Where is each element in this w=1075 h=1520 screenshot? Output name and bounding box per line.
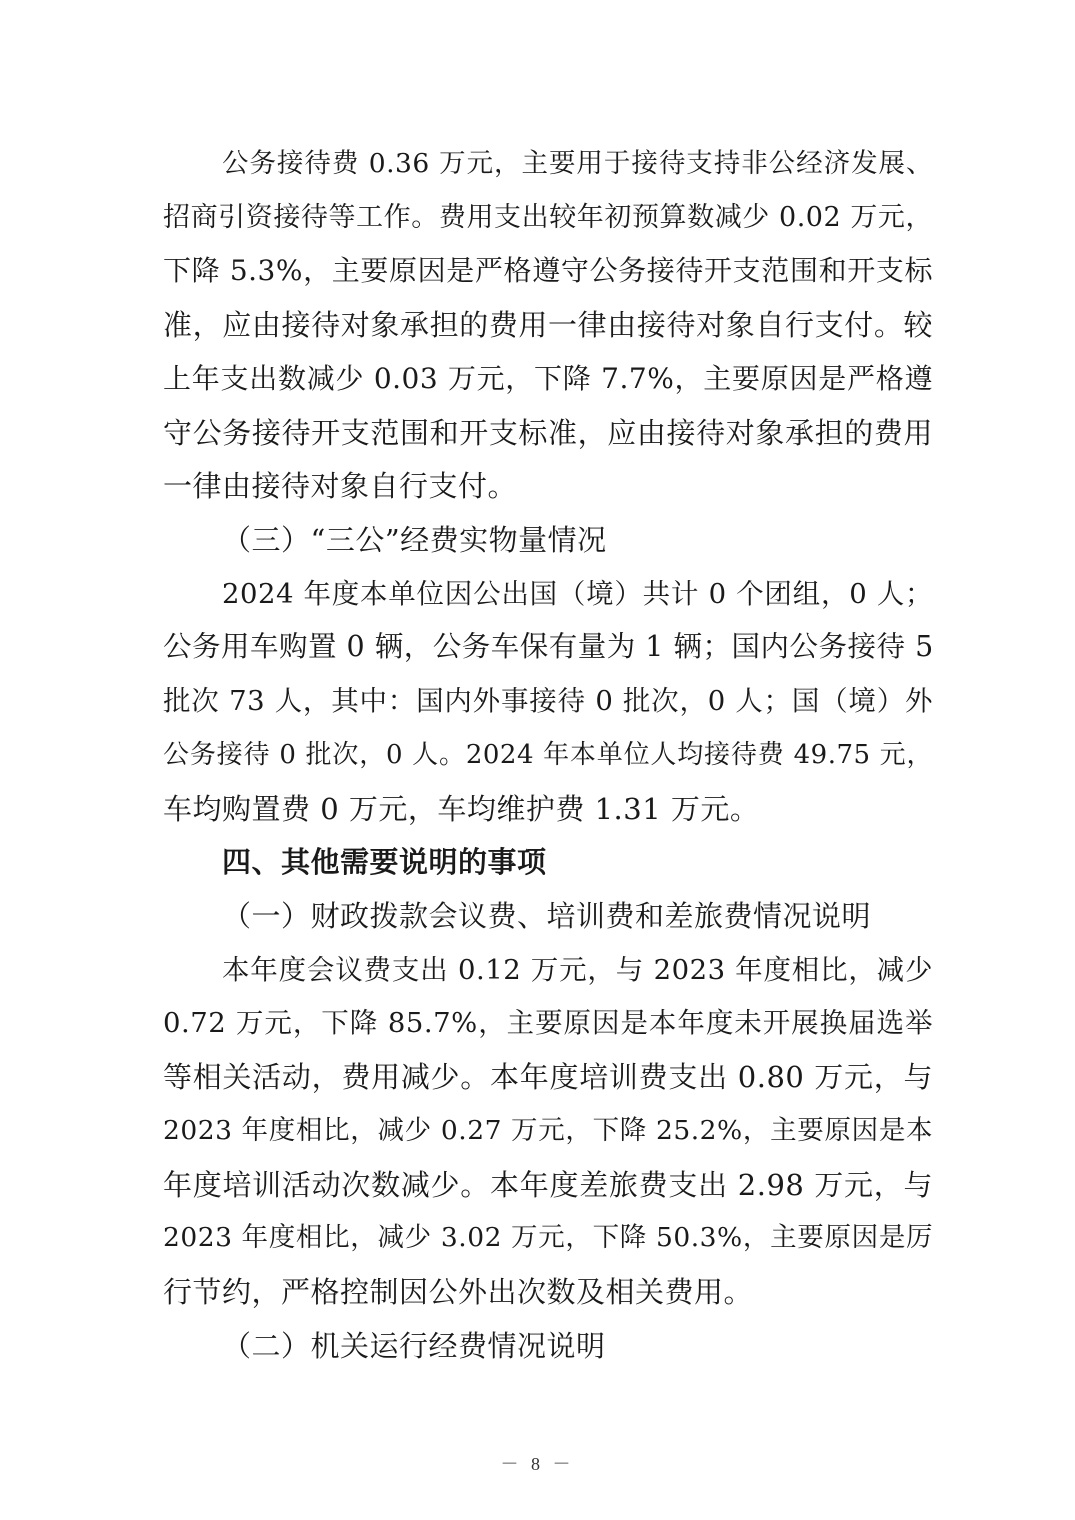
paragraph-line: 等相关活动，费用减少。本年度培训费支出 0.80 万元，与 xyxy=(163,1060,933,1094)
paragraph-line: 下降 5.3%，主要原因是严格遵守公务接待开支范围和开支标 xyxy=(163,254,933,287)
paragraph-line: 公务接待费 0.36 万元，主要用于接待支持非公经济发展、 xyxy=(222,148,933,179)
paragraph-line: 准，应由接待对象承担的费用一律由接待对象自行支付。较 xyxy=(163,308,933,342)
paragraph-line: 年度培训活动次数减少。本年度差旅费支出 2.98 万元，与 xyxy=(163,1168,933,1202)
section-heading-four: 四、其他需要说明的事项 xyxy=(222,845,547,879)
paragraph-line: 上年支出数减少 0.03 万元，下降 7.7%，主要原因是严格遵 xyxy=(163,362,933,395)
paragraph-line: 公务接待 0 批次，0 人。2024 年本单位人均接待费 49.75 元， xyxy=(163,740,933,770)
page-number: － 8 － xyxy=(500,1454,575,1474)
paragraph-line: 行节约，严格控制因公外出次数及相关费用。 xyxy=(163,1275,754,1309)
paragraph-line: 守公务接待开支范围和开支标准，应由接待对象承担的费用 xyxy=(163,416,933,450)
paragraph-line: 车均购置费 0 万元，车均维护费 1.31 万元。 xyxy=(163,792,760,826)
subheading-two-operating-expenses: （二）机关运行经费情况说明 xyxy=(222,1329,606,1363)
paragraph-line: 2023 年度相比，减少 3.02 万元，下降 50.3%，主要原因是厉 xyxy=(163,1222,933,1253)
paragraph-line: 招商引资接待等工作。费用支出较年初预算数减少 0.02 万元， xyxy=(163,202,933,233)
subheading-three-public-expenses: （三）“三公”经费实物量情况 xyxy=(222,523,607,557)
subheading-one-meeting-training-travel: （一）财政拨款会议费、培训费和差旅费情况说明 xyxy=(222,899,872,933)
paragraph-line: 本年度会议费支出 0.12 万元，与 2023 年度相比，减少 xyxy=(222,954,933,986)
paragraph-line: 2024 年度本单位因公出国（境）共计 0 个团组，0 人； xyxy=(222,578,933,610)
paragraph-line: 2023 年度相比，减少 0.27 万元，下降 25.2%，主要原因是本 xyxy=(163,1115,933,1146)
paragraph-line: 0.72 万元，下降 85.7%，主要原因是本年度未开展换届选举 xyxy=(163,1007,933,1039)
paragraph-line: 一律由接待对象自行支付。 xyxy=(163,469,518,503)
paragraph-line: 批次 73 人，其中：国内外事接待 0 批次，0 人；国（境）外 xyxy=(163,685,933,717)
paragraph-line: 公务用车购置 0 辆，公务车保有量为 1 辆；国内公务接待 5 xyxy=(163,630,934,663)
